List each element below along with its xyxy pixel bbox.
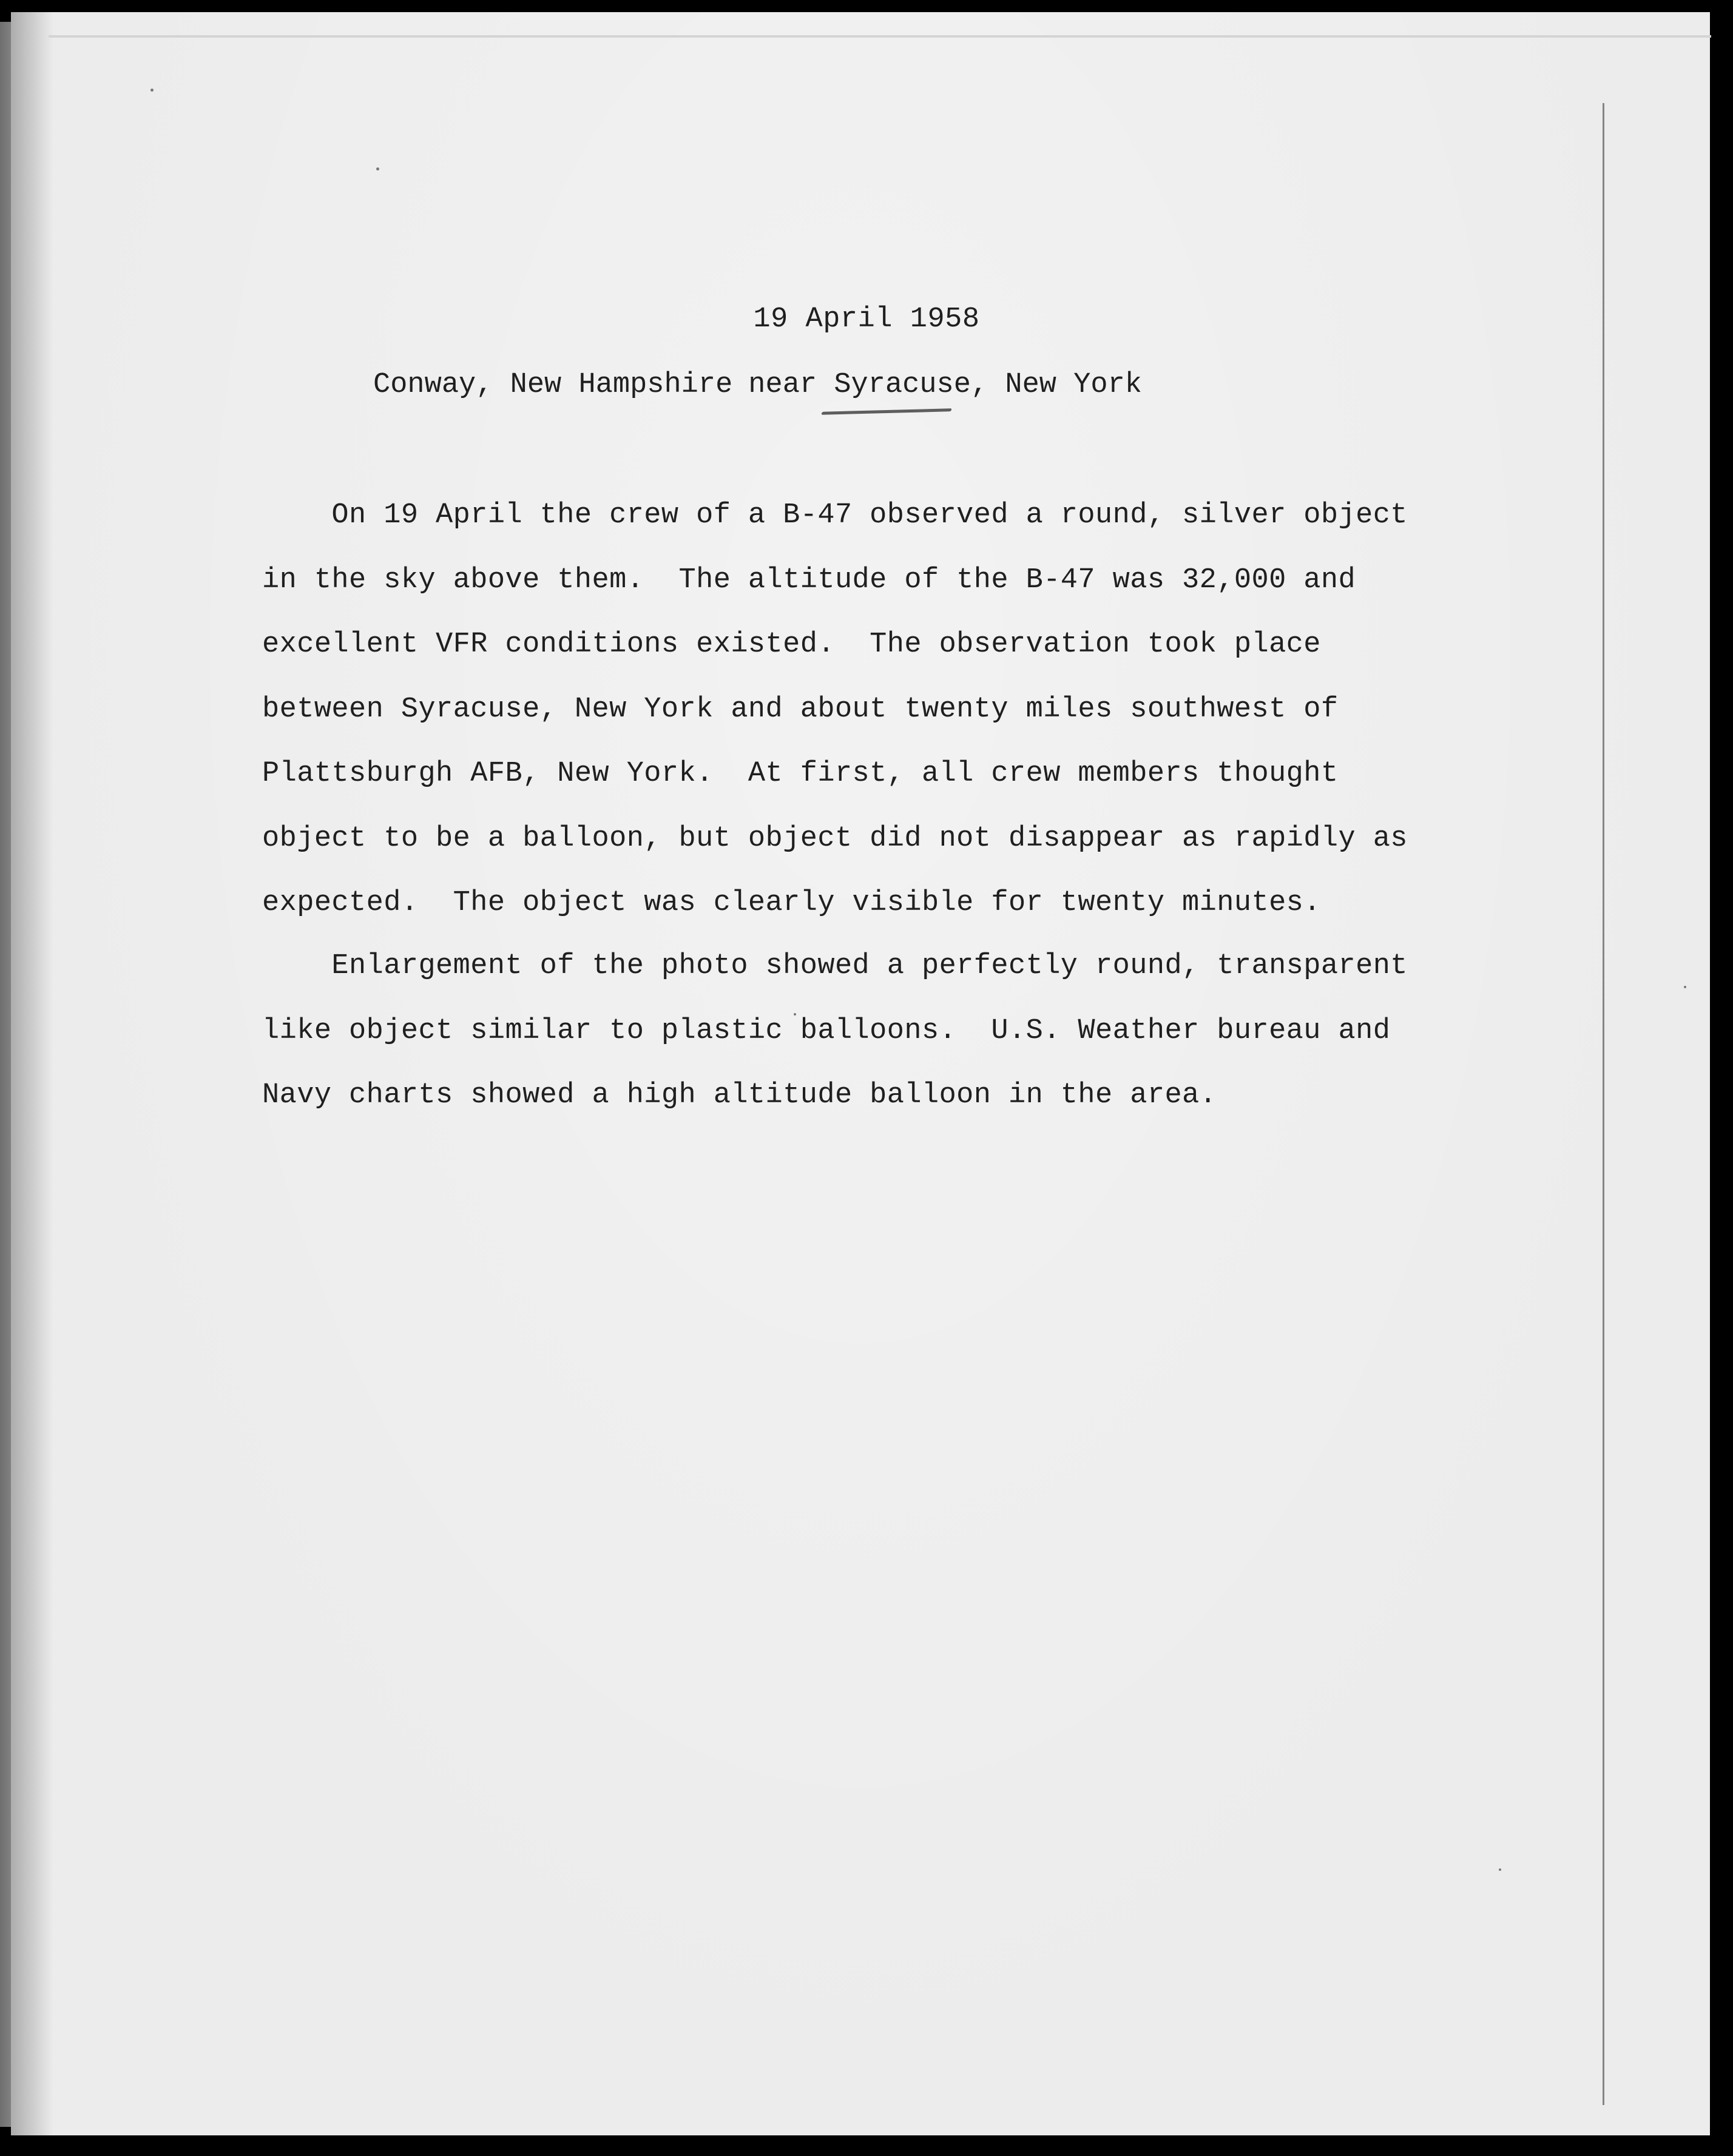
text-line: object to be a balloon, but object did not disappear as rapidly as — [262, 822, 1408, 855]
paragraph-1 — [262, 483, 1415, 936]
document-date: 19 April 1958 — [753, 303, 980, 335]
text-line: between Syracuse, New York and about twenty miles southwest of — [262, 693, 1339, 726]
handwritten-underline — [821, 408, 952, 415]
text-line: On 19 April the crew of a B-47 observed a round, silver object — [262, 499, 1408, 531]
text-line: Enlargement of the photo showed a perfectly round, transparent — [262, 950, 1408, 982]
text-line: in the sky above them. The altitude of the B-47 was 32,000 and — [262, 564, 1356, 596]
paragraph-2 — [262, 934, 1415, 1128]
text-line: excellent VFR conditions existed. The observation took place — [262, 628, 1321, 661]
text-line: expected. The object was clearly visible for twenty minutes. — [262, 887, 1321, 919]
text-line: Navy charts showed a high altitude balloon in the area. — [262, 1079, 1217, 1111]
text-line: like object similar to plastic balloons. U.S. Weather bureau and — [262, 1014, 1391, 1047]
location-primary: Conway, New Hampshire — [373, 369, 733, 401]
location-line — [373, 369, 1142, 401]
text-line: Plattsburgh AFB, New York. At first, all crew members thought — [262, 758, 1339, 790]
location-secondary: near Syracuse, New York — [748, 369, 1143, 401]
